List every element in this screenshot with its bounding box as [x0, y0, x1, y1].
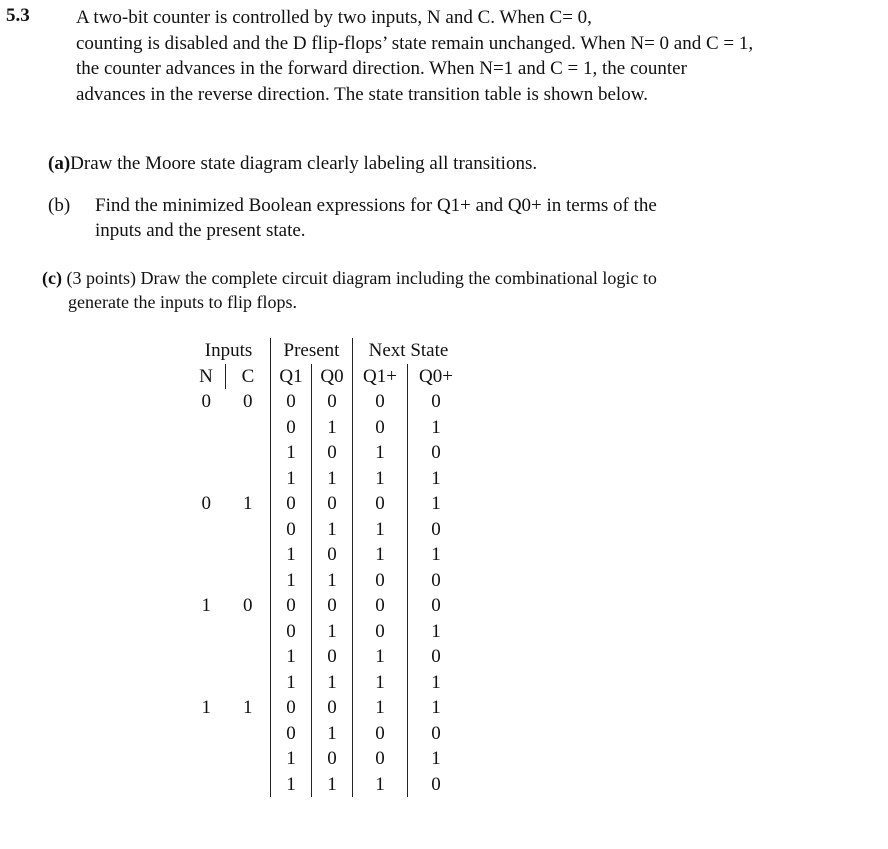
cell-q0: 1 — [312, 670, 353, 696]
cell-q1: 0 — [271, 415, 312, 441]
cell-q1: 1 — [271, 466, 312, 492]
cell-q1: 1 — [271, 746, 312, 772]
cell-c — [226, 440, 271, 466]
col-n-header: N — [199, 365, 213, 387]
cell-q0-next: 0 — [408, 440, 465, 466]
cell-q0-next: 0 — [408, 389, 465, 415]
intro-line: counting is disabled and the D flip-flops’ state remain unchanged. When N= 0 and C = 1, — [76, 32, 754, 54]
cell-c — [226, 746, 271, 772]
cell-n — [187, 644, 226, 670]
cell-q1-next: 1 — [353, 772, 408, 798]
next-state-header: Next State — [353, 338, 465, 364]
cell-q1: 0 — [271, 389, 312, 415]
cell-q0: 0 — [312, 542, 353, 568]
table-row — [187, 772, 464, 798]
cell-q0: 1 — [312, 721, 353, 747]
table-row — [187, 517, 464, 543]
cell-q0-next: 1 — [408, 619, 465, 645]
table-row — [187, 746, 464, 772]
present-header: Present — [271, 338, 353, 364]
part-a-label: (a) — [48, 153, 71, 174]
cell-c — [226, 568, 271, 594]
col-q1-header: Q1 — [271, 364, 312, 390]
table-row — [187, 491, 464, 517]
cell-q0: 0 — [312, 695, 353, 721]
cell-q1-next: 0 — [353, 389, 408, 415]
table-row — [187, 619, 464, 645]
cell-c: 0 — [243, 595, 253, 616]
cell-q0-next: 1 — [408, 695, 465, 721]
cell-c — [226, 619, 271, 645]
cell-c — [226, 721, 271, 747]
table-row — [187, 593, 464, 619]
cell-q0: 0 — [312, 746, 353, 772]
col-q0-header: Q0 — [312, 364, 353, 390]
cell-q0-next: 1 — [408, 542, 465, 568]
cell-n: 1 — [201, 595, 211, 616]
cell-n — [187, 568, 226, 594]
part-b — [48, 195, 657, 217]
cell-q1: 0 — [271, 695, 312, 721]
cell-q1-next: 0 — [353, 593, 408, 619]
col-q0-next-header: Q0+ — [408, 364, 465, 390]
cell-n — [187, 619, 226, 645]
cell-q0: 0 — [312, 644, 353, 670]
cell-q1: 0 — [271, 593, 312, 619]
part-b-line2: inputs and the present state. — [95, 220, 306, 241]
table-row — [187, 721, 464, 747]
cell-q0: 1 — [312, 772, 353, 798]
cell-q0-next: 0 — [408, 644, 465, 670]
cell-q1: 0 — [271, 491, 312, 517]
table-group-header-row — [187, 338, 464, 364]
table-row — [187, 466, 464, 492]
cell-n — [187, 746, 226, 772]
intro-line: A two-bit counter is controlled by two inputs, N and C. When C= 0, — [76, 7, 592, 28]
table-row — [187, 695, 464, 721]
state-transition-table — [187, 338, 464, 797]
cell-q0-next: 0 — [408, 772, 465, 798]
cell-n: 1 — [201, 697, 211, 718]
problem-intro — [76, 5, 753, 107]
table-row — [187, 415, 464, 441]
cell-n: 0 — [201, 391, 211, 412]
part-b-line1: Find the minimized Boolean expressions for Q1+ and Q0+ in terms of the — [95, 195, 657, 216]
cell-q1-next: 1 — [353, 695, 408, 721]
cell-q0: 1 — [312, 415, 353, 441]
cell-n — [187, 466, 226, 492]
problem-number: 5.3 — [6, 5, 30, 26]
cell-c — [226, 466, 271, 492]
cell-q1-next: 1 — [353, 670, 408, 696]
part-a — [48, 153, 537, 175]
table-body — [187, 389, 464, 797]
cell-q0-next: 1 — [408, 746, 465, 772]
col-q1-next-header: Q1+ — [353, 364, 408, 390]
intro-line: advances in the reverse direction. The state transition table is shown below. — [76, 83, 648, 105]
part-a-text: Draw the Moore state diagram clearly labeling all transitions. — [70, 153, 538, 174]
cell-q1: 0 — [271, 721, 312, 747]
cell-c — [226, 517, 271, 543]
cell-q1-next: 1 — [353, 517, 408, 543]
cell-q1-next: 1 — [353, 542, 408, 568]
cell-q1-next: 0 — [353, 491, 408, 517]
part-b-label: (b) — [48, 195, 71, 216]
part-c-line2: generate the inputs to flip flops. — [68, 292, 297, 312]
cell-q0: 1 — [312, 517, 353, 543]
cell-n — [187, 517, 226, 543]
table-row — [187, 389, 464, 415]
table-row — [187, 644, 464, 670]
intro-line: the counter advances in the forward direction. When N=1 and C = 1, the counter — [76, 58, 687, 79]
cell-q1-next: 1 — [353, 440, 408, 466]
table-row — [187, 440, 464, 466]
cell-q0-next: 0 — [408, 568, 465, 594]
table-row — [187, 568, 464, 594]
part-c-line1: (3 points) Draw the complete circuit diagram including the combinational logic to — [61, 268, 657, 288]
cell-c: 0 — [243, 391, 253, 412]
cell-q1-next: 0 — [353, 746, 408, 772]
cell-n — [187, 542, 226, 568]
cell-q1-next: 0 — [353, 721, 408, 747]
cell-q0: 0 — [312, 593, 353, 619]
cell-q0: 0 — [312, 440, 353, 466]
table-row — [187, 542, 464, 568]
cell-q1-next: 0 — [353, 619, 408, 645]
cell-q0-next: 1 — [408, 491, 465, 517]
cell-q0-next: 1 — [408, 466, 465, 492]
cell-q0: 1 — [312, 619, 353, 645]
cell-c — [226, 644, 271, 670]
cell-q0-next: 1 — [408, 670, 465, 696]
cell-q1: 1 — [271, 670, 312, 696]
cell-c — [226, 542, 271, 568]
cell-q1: 1 — [271, 568, 312, 594]
cell-c — [226, 772, 271, 798]
cell-q0-next: 0 — [408, 593, 465, 619]
cell-q1-next: 1 — [353, 644, 408, 670]
cell-c — [226, 415, 271, 441]
table-row — [187, 670, 464, 696]
cell-n — [187, 440, 226, 466]
cell-c — [226, 670, 271, 696]
cell-q0-next: 1 — [408, 415, 465, 441]
cell-q1: 0 — [271, 619, 312, 645]
cell-n — [187, 670, 226, 696]
cell-q1: 1 — [271, 772, 312, 798]
cell-n — [187, 772, 226, 798]
col-c-header: C — [226, 364, 271, 390]
part-c-label: (c) — [42, 268, 62, 288]
cell-q0-next: 0 — [408, 721, 465, 747]
cell-q0: 1 — [312, 466, 353, 492]
part-c — [42, 268, 657, 289]
cell-q0-next: 0 — [408, 517, 465, 543]
cell-n — [187, 415, 226, 441]
cell-n — [187, 721, 226, 747]
cell-q0: 0 — [312, 491, 353, 517]
cell-n: 0 — [201, 493, 211, 514]
cell-q1-next: 0 — [353, 568, 408, 594]
table-column-header-row — [187, 364, 464, 390]
cell-q1: 0 — [271, 517, 312, 543]
cell-c: 1 — [243, 697, 253, 718]
cell-q1: 1 — [271, 644, 312, 670]
cell-q1: 1 — [271, 440, 312, 466]
inputs-header: Inputs — [204, 340, 253, 361]
cell-q0: 1 — [312, 568, 353, 594]
cell-q1-next: 0 — [353, 415, 408, 441]
cell-c: 1 — [243, 493, 253, 514]
cell-q1-next: 1 — [353, 466, 408, 492]
cell-q1: 1 — [271, 542, 312, 568]
cell-q0: 0 — [312, 389, 353, 415]
